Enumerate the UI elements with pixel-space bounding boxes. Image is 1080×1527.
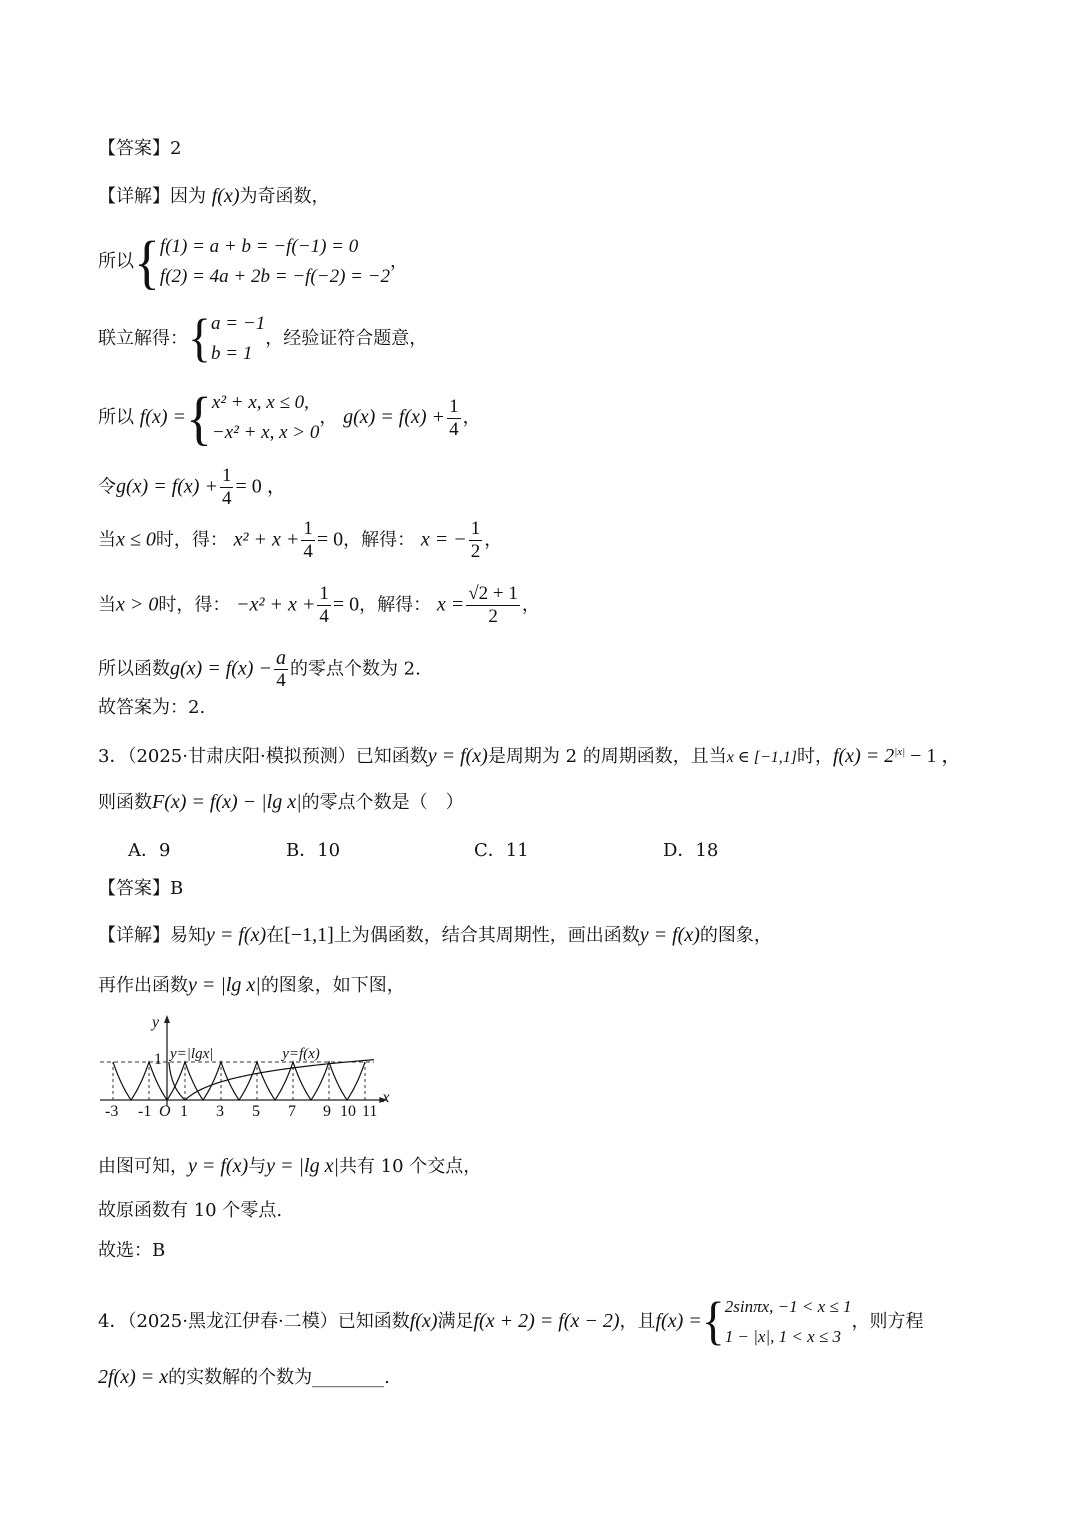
x-axis-label: x <box>382 1089 390 1106</box>
q3-options <box>0 836 1080 862</box>
math-eq: −x² + x + <box>236 593 316 616</box>
stem-text: 已知函数 <box>337 1311 410 1332</box>
case-2: 当x > 0时，得： −x² + x + $\frac{1}{4}$ = 0，解得： x = $\frac{√2 + 1}{2}$ ， <box>98 583 540 627</box>
piece-rows <box>212 388 319 448</box>
text-conc: 所以函数 <box>98 658 170 680</box>
detail-label: 【详解】 <box>98 186 170 207</box>
math-sol: x = − <box>420 528 467 551</box>
x-tick-label: -3 <box>105 1103 119 1120</box>
q4-stem-1 <box>98 1292 924 1352</box>
math-func: y = f(x) <box>427 745 488 767</box>
conclusion <box>98 647 421 692</box>
let-line <box>98 465 287 510</box>
detail-text: 上为偶函数，结合其周期性，画出函数 <box>333 925 640 946</box>
option-b[interactable]: B．10 <box>286 840 341 861</box>
math-g-def: g(x) = f(x) + <box>343 406 446 428</box>
math-sol: x = <box>436 593 465 616</box>
math-domain: x ∈ [−1,1] <box>726 749 797 766</box>
math-cond: x > 0 <box>116 593 159 616</box>
text-so: 所以 <box>98 251 134 272</box>
x-tick-label: 1 <box>180 1103 188 1120</box>
math-eq: 2f(x) = x <box>98 1366 169 1388</box>
system-1 <box>98 229 409 295</box>
text-comma: ， <box>390 251 409 272</box>
fraction: $\frac{a}{4}$ <box>275 647 286 691</box>
math-func: y = |lg x| <box>188 974 261 996</box>
q3-answer <box>98 876 183 902</box>
system-row: a = −1 <box>211 313 266 334</box>
math-conc: g(x) = f(x) − <box>170 657 272 680</box>
y-axis-arrow <box>164 1015 170 1023</box>
text-get: 时，得： <box>158 594 231 616</box>
detail-text: 与 <box>248 1156 267 1177</box>
answer-label: 【答案】2 <box>98 138 182 159</box>
x-tick-label: -1 <box>138 1103 152 1120</box>
text-when: 当 <box>98 594 116 616</box>
math-relation: f(x + 2) = f(x − 2) <box>473 1310 620 1332</box>
series-f-label: y=f(x) <box>282 1046 320 1062</box>
fraction: $\frac{1}{2}$ <box>470 518 481 562</box>
fraction: $\frac{√2 + 1}{2}$ <box>468 583 518 627</box>
fraction: $\frac{1}{4}$ <box>303 518 313 562</box>
detail-text: 在 <box>266 925 285 946</box>
origin-label: O <box>159 1103 171 1120</box>
text-final: 故答案为：2. <box>98 697 206 718</box>
series-f-curve <box>113 1062 365 1100</box>
question-number: 4． <box>98 1311 128 1332</box>
piece-row: −x² + x, x > 0 <box>211 422 320 443</box>
piece-row: 1 − |x|, 1 < x ≤ 3 <box>724 1327 841 1346</box>
stem-text: ，则方程 <box>851 1311 924 1332</box>
stem-text: 已知函数 <box>355 746 428 767</box>
series-lg-label: y=|lgx| <box>170 1046 214 1062</box>
q3-detail-2 <box>98 972 405 999</box>
detail-line-1 <box>98 183 330 210</box>
math-f-eq: f(x) = <box>139 406 186 428</box>
math-exponent: |x| <box>894 746 906 758</box>
math-func: y = f(x) <box>206 924 267 946</box>
answer-label: 【答案】B <box>98 878 184 899</box>
detail-text: 为奇函数， <box>239 186 330 207</box>
text-let: 令 <box>98 476 116 498</box>
left-brace: { <box>188 309 212 368</box>
detail-text: 的图象，如下图， <box>260 975 405 996</box>
y-tick-label: 1 <box>154 1051 162 1068</box>
fraction: $\frac{1}{4}$ <box>319 583 329 627</box>
system-rows <box>160 232 390 292</box>
left-brace: { <box>134 229 160 295</box>
detail-text: 易知 <box>170 925 206 946</box>
piece-row: x² + x, x ≤ 0, <box>211 392 309 413</box>
math-func: y = f(x) <box>188 1155 249 1177</box>
q3-stem-2 <box>98 789 464 816</box>
math-interval: [−1,1] <box>284 924 334 946</box>
math-func: y = |lg x| <box>266 1155 339 1177</box>
math-eq: x² + x + <box>233 528 300 551</box>
detail-text: 共有 10 个交点， <box>338 1156 482 1177</box>
math-cond: x ≤ 0 <box>116 528 156 551</box>
text-get: 时，得： <box>155 529 228 551</box>
x-tick-label: 3 <box>216 1103 224 1120</box>
option-a[interactable]: A．9 <box>128 840 171 861</box>
piece-rows <box>725 1292 852 1352</box>
detail-text: 由图可知， <box>98 1156 188 1177</box>
q3-stem-1 <box>98 739 961 771</box>
math-def-tail: − 1 ， <box>905 745 962 767</box>
math-tail: = 0 <box>316 528 344 551</box>
stem-text: 的实数解的个数为________. <box>168 1367 390 1388</box>
text-when: 当 <box>98 529 116 551</box>
stem-text: 的零点个数是（ ） <box>301 792 464 813</box>
system-rows <box>211 309 265 369</box>
x-tick-label: 5 <box>252 1103 260 1120</box>
math-f-eq: f(x) = <box>655 1310 702 1332</box>
math-let: g(x) = f(x) + <box>116 475 218 498</box>
math-func: y = f(x) <box>639 924 700 946</box>
math-func: f(x) <box>409 1310 438 1332</box>
final-answer <box>98 695 205 721</box>
detail-text: 再作出函数 <box>98 975 188 996</box>
math-expr: F(x) = f(x) − |lg x| <box>152 791 302 813</box>
detail-text: 故原函数有 10 个零点. <box>98 1200 283 1221</box>
system-row: f(1) = a + b = −f(−1) = 0 <box>159 236 359 257</box>
stem-text: 是周期为 2 的周期函数，且当 <box>487 746 727 767</box>
answer-line-1 <box>98 136 181 162</box>
q3-detail-3 <box>98 1153 481 1180</box>
piecewise-def: 所以 f(x) ={ x² + x, x ≤ 0, −x² + x, x > 0 ， g(x) = f(x) + $\frac{1}{4}$ ， <box>98 385 481 451</box>
y-axis-label: y <box>152 1014 160 1031</box>
left-brace: { <box>701 1292 725 1351</box>
system-row: f(2) = 4a + 2b = −f(−2) = −2 <box>159 266 391 287</box>
system-2 <box>98 309 427 369</box>
option-c[interactable]: C．11 <box>474 840 529 861</box>
x-tick-label: 7 <box>288 1103 296 1120</box>
stem-text: 时， <box>796 746 833 767</box>
question-source: （2025·甘肃庆阳·模拟预测） <box>127 746 356 767</box>
detail-label: 【详解】 <box>98 925 170 946</box>
x-tick-label: 9 <box>323 1103 331 1120</box>
q3-detail-1 <box>98 922 772 949</box>
detail-text: 因为 <box>170 186 206 207</box>
piece-row: 2sinπx, −1 < x ≤ 1 <box>724 1297 852 1316</box>
q4-stem-2 <box>98 1364 390 1391</box>
detail-text: 故选：B <box>98 1240 166 1261</box>
text-verify: ，经验证符合题意， <box>265 328 428 349</box>
question-source: （2025·黑龙江伊春·二模） <box>127 1311 338 1332</box>
detail-text: 的图象， <box>699 925 772 946</box>
fraction: $\frac{1}{4}$ <box>221 465 232 509</box>
q3-detail-5 <box>98 1238 165 1264</box>
text-so: 所以 <box>98 407 134 428</box>
stem-text: 则函数 <box>98 792 152 813</box>
math-tail: = 0 <box>332 593 360 616</box>
q3-detail-4 <box>98 1198 282 1224</box>
function-graph <box>95 1013 395 1128</box>
option-d[interactable]: D．18 <box>663 840 719 861</box>
left-brace: { <box>185 385 212 451</box>
text-conc-tail: 的零点个数为 2. <box>289 658 421 680</box>
stem-text: ，且 <box>619 1311 656 1332</box>
text-solve: ，解得： <box>343 529 416 551</box>
math-tail: = 0 ， <box>235 475 287 498</box>
stem-text: 满足 <box>437 1311 474 1332</box>
question-number: 3． <box>98 746 128 767</box>
text-solve: ，解得： <box>359 594 432 616</box>
math-def: f(x) = 2 <box>832 745 895 767</box>
fraction: $\frac{1}{4}$ <box>449 395 459 440</box>
system-row: b = 1 <box>211 343 253 364</box>
math-fx: f(x) <box>211 185 240 207</box>
text-joint: 联立解得： <box>98 328 188 349</box>
x-tick-label: 11 <box>362 1103 378 1120</box>
x-tick-label: 10 <box>340 1103 356 1120</box>
case-1: 当x ≤ 0时，得： x² + x + $\frac{1}{4}$ = 0，解得： x = − $\frac{1}{2}$ ， <box>98 518 503 562</box>
